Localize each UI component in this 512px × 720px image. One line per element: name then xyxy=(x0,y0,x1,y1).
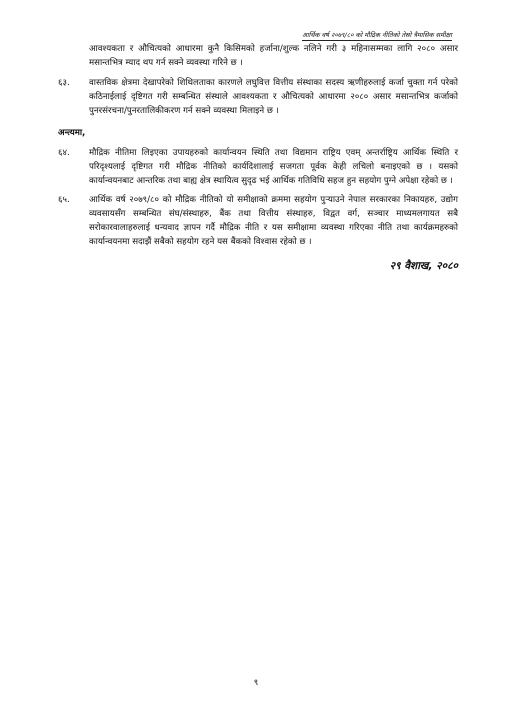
paragraph-63 xyxy=(58,76,458,118)
paragraph-number: ६३. xyxy=(58,78,70,88)
paragraph-text: मौद्रिक नीतिमा लिइएका उपायहरुको कार्यान्वयन स्थिति तथा विद्यमान राष्ट्रिय एवम् अन्तर्राष्ट्रिय आर्थिक स्थिति र परिदृश्यलाई दृष्टिगत गरी मौद्रिक नीतिको कार्यदिशालाई सजगता पूर्वक केही लचिलो बनाइएको छ । यसको कार्यान्वयनबाट आन्तरिक तथा बाह्य क्षेत्र स्थायित्व सुदृढ भई आर्थिक गतिविधि सहज हुन सहयोग पुग्ने अपेक्षा रहेको छ । xyxy=(89,148,458,186)
paragraph-text: आवश्यकता र औचित्यको आधारमा कुनै किसिमको हर्जाना/शुल्क नलिने गरी ३ महिनासम्मका लागि २०८० असार मसान्तभित्र म्याद थप गर्न सक्ने व्यवस्था गरिने छ । xyxy=(89,44,458,68)
document-body xyxy=(58,42,458,273)
running-header: आर्थिक वर्ष २०७९/८० को मौद्रिक नीतिको तेस्रो त्रैमासिक समीक्षा xyxy=(302,31,452,39)
document-date: २९ वैशाख, २०८० xyxy=(389,260,458,272)
paragraph-65 xyxy=(58,193,458,249)
paragraph-number: ६४. xyxy=(58,148,70,158)
section-heading: अन्त्यमा, xyxy=(58,128,86,138)
paragraph-64 xyxy=(58,146,458,188)
paragraph-continued xyxy=(58,42,458,70)
paragraph-text: वास्तविक क्षेत्रमा देखापरेको शिथिलताका कारणले लघुवित्त वित्तीय संस्थाका सदस्य ऋणीहरुलाई कर्जा चुक्ता गर्न परेको कठिनाईलाई दृष्टिगत गरी सम्बन्धित संस्थाले आवश्यकता र औचित्यको आधारमा २०८० असार मसान्तभित्र कर्जाको पुनरसंरचना/पुनरतालिकीकरण गर्न सक्ने व्यवस्था मिलाइने छ । xyxy=(89,78,458,116)
paragraph-text: आर्थिक वर्ष २०७९/८० को मौद्रिक नीतिको यो समीक्षाको क्रममा सहयोग पुर्‍याउने नेपाल सरकारका निकायहरु, उद्योग व्यवसायसँग सम्बन्धित संघ/संस्थाहरु, बैंक तथा वित्तीय संस्थाहरु, विद्वत वर्ग, सञ्चार माध्यमलगायत सबै सरोकारवालाहरुलाई धन्यवाद ज्ञापन गर्दै मौद्रिक नीति र यस समीक्षामा व्यवस्था गरिएका नीति तथा कार्यक्रमहरुको कार्यान्वयनमा सदाझैं सबैको सहयोग रहने यस बैंकको विश्वास रहेको छ । xyxy=(89,195,458,247)
paragraph-number: ६५. xyxy=(58,195,70,205)
page-number: ९ xyxy=(253,678,259,688)
